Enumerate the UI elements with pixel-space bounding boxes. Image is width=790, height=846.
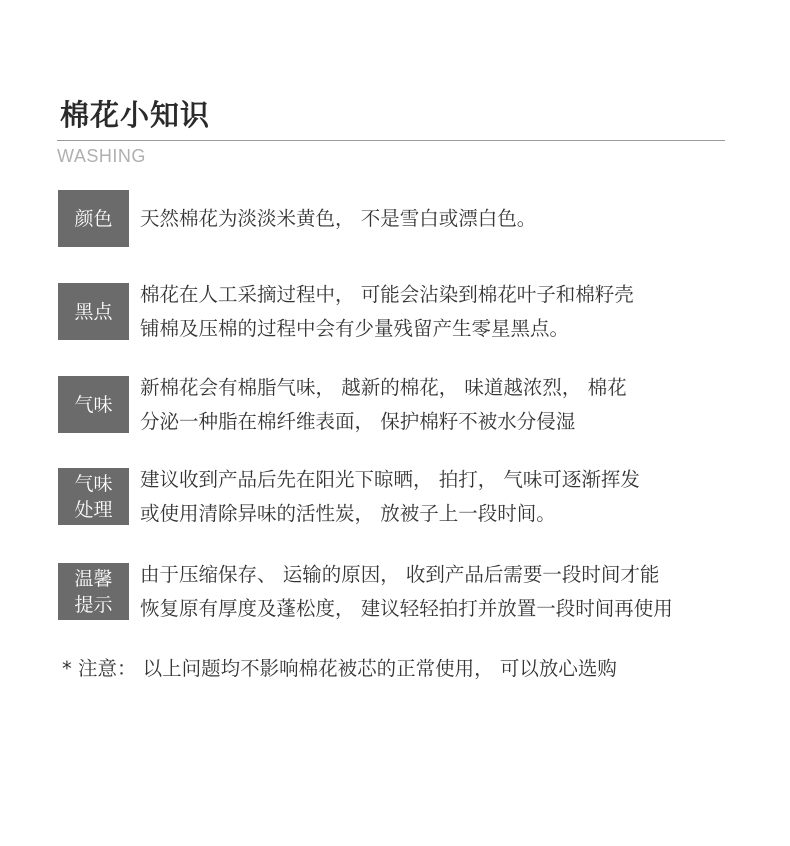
- page-subtitle: WASHING: [57, 146, 146, 166]
- section-tag-line: 提示: [74, 593, 113, 616]
- section-tag: [58, 190, 129, 247]
- section-tag-line: 处理: [74, 498, 113, 521]
- section-tag: [58, 563, 129, 620]
- section-text-line: 天然棉花为淡淡米黄色， 不是雪白或漂白色。: [140, 207, 537, 230]
- section-tag: [58, 376, 129, 433]
- section-tag-line: 黑点: [74, 300, 113, 323]
- section-tag: [58, 468, 129, 525]
- section-tag-line: 气味: [74, 393, 113, 416]
- section-description: [140, 463, 640, 531]
- section-text-line: 铺棉及压棉的过程中会有少量残留产生零星黑点。: [140, 317, 570, 340]
- section-text-line: 恢复原有厚度及蓬松度， 建议轻轻拍打并放置一段时间再使用: [140, 597, 673, 620]
- section-description: [140, 202, 536, 236]
- section-description: [140, 278, 634, 346]
- section-text-line: 建议收到产品后先在阳光下晾晒， 拍打， 气味可逐渐挥发: [140, 468, 640, 491]
- section-text-line: 棉花在人工采摘过程中， 可能会沾染到棉花叶子和棉籽壳: [140, 283, 634, 306]
- section-text-line: 新棉花会有棉脂气味， 越新的棉花， 味道越浓烈， 棉花: [140, 376, 627, 399]
- section-text-line: 分泌一种脂在棉纤维表面， 保护棉籽不被水分侵湿: [140, 410, 576, 433]
- section-description: [140, 558, 673, 626]
- section-tag-line: 颜色: [74, 207, 113, 230]
- page-title: 棉花小知识: [60, 98, 211, 132]
- footer-note: * 注意： 以上问题均不影响棉花被芯的正常使用， 可以放心选购: [62, 657, 617, 680]
- section-tag-line: 温馨: [74, 567, 113, 590]
- section-tag: [58, 283, 129, 340]
- section-description: [140, 371, 627, 439]
- section-tag-line: 气味: [74, 472, 113, 495]
- section-text-line: 或使用清除异味的活性炭， 放被子上一段时间。: [140, 502, 556, 525]
- section-text-line: 由于压缩保存、 运输的原因， 收到产品后需要一段时间才能: [140, 563, 660, 586]
- title-divider: [57, 140, 725, 141]
